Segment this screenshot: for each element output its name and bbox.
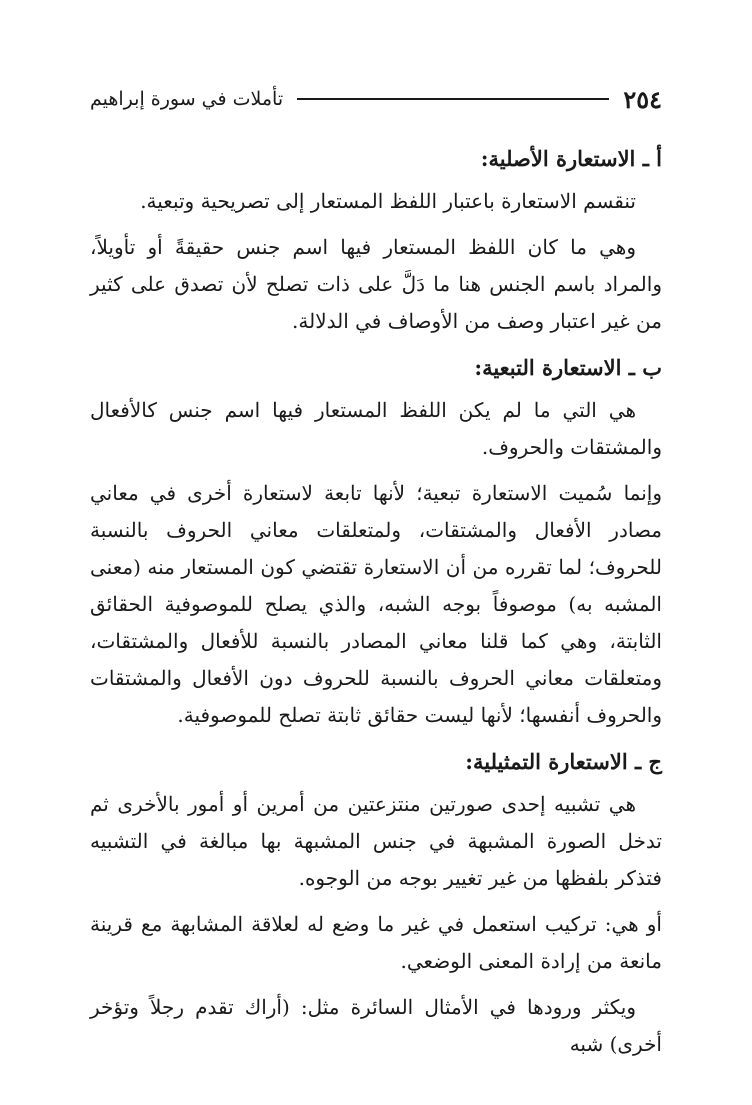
page-number: ٢٥٤: [623, 84, 662, 114]
paragraph: ويكثر ورودها في الأمثال السائرة مثل: (أراك تقدم رجلاً وتؤخر أخرى) شبه: [90, 995, 662, 1056]
page-header: [90, 84, 662, 114]
paragraph: هي التي ما لم يكن اللفظ المستعار فيها اسم جنس كالأفعال والمشتقات والحروف.: [90, 398, 662, 459]
section-heading: أ ـ الاستعارة الأصلية:: [480, 146, 662, 171]
paragraph: وهي ما كان اللفظ المستعار فيها اسم جنس حقيقةً أو تأويلاً، والمراد باسم الجنس هنا ما دَلَّ على ذات تصلح لأن تصدق على كثير من غير اعتبار وصف من الأوصاف في الدلالة.: [90, 235, 662, 333]
header-rule: [297, 98, 609, 100]
paragraph: تنقسم الاستعارة باعتبار اللفظ المستعار إلى تصريحية وتبعية.: [140, 189, 636, 213]
paragraph: وإنما سُميت الاستعارة تبعية؛ لأنها تابعة لاستعارة أخرى في معاني مصادر الأفعال والمشتقات، ولمتعلقات معاني الحروف بالنسبة للحروف؛ لما تقرره من أن الاستعارة تقتضي كون المستعار منه (معنى المشبه به) موصوفاً بوجه الشبه، والذي يصلح للموصوفية الحقائق الثابتة، وهي كما قلنا معاني المصادر بالنسبة للأفعال والمشتقات، ومتعلقات معاني الحروف بالنسبة للحروف دون الأفعال والمشتقات والحروف أنفسها؛ لأنها ليست حقائق ثابتة تصلح للموصوفية.: [90, 481, 662, 727]
paragraph: أو هي: تركيب استعمل في غير ما وضع له لعلاقة المشابهة مع قرينة مانعة من إرادة المعنى الوضعي.: [90, 912, 662, 973]
page-body: [90, 140, 662, 1072]
running-title: تأملات في سورة إبراهيم: [90, 88, 284, 110]
section-heading: ج ـ الاستعارة التمثيلية:: [465, 749, 662, 774]
section-heading: ب ـ الاستعارة التبعية:: [474, 355, 662, 380]
paragraph: هي تشبيه إحدى صورتين منتزعتين من أمرين أو أمور بالأخرى ثم تدخل الصورة المشبهة في جنس المشبهة بها مبالغة في التشبيه فتذكر بلفظها من غير تغيير بوجه من الوجوه.: [90, 792, 662, 890]
